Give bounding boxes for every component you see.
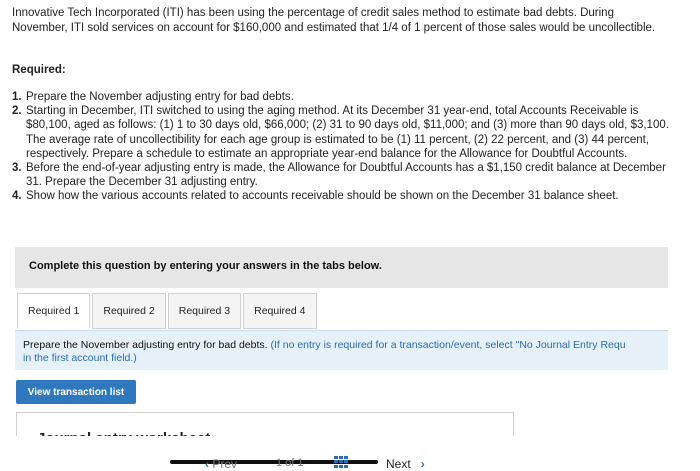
- question-prompt: [15, 330, 668, 370]
- bottom-fade: [0, 436, 700, 469]
- tab-required-1[interactable]: Required 1: [17, 293, 90, 329]
- prompt-main-text: Prepare the November adjusting entry for bad debts.: [23, 339, 268, 351]
- requirement-text: Show how the various accounts related to accounts receivable should be shown on the December 31 balance sheet.: [26, 190, 619, 203]
- prompt-note: (If no entry is required for a transaction/event, select "No Journal Entry Requ: [270, 339, 626, 351]
- requirement-number: 4.: [12, 190, 22, 203]
- required-tabs: [17, 293, 319, 330]
- requirement-item: [12, 104, 672, 161]
- requirement-item: [12, 90, 672, 104]
- requirement-text: Starting in December, ITI switched to using the aging method. At its December 31 year-end, total Accounts Receivable is $80,100, aged as follows: (1) 1 to 30 days old, $66,000; (2) 31 to 90 days old, $11,000; and (3) more than 90 days old, $3,100. The average rate of uncollectibility for each age group is estimated to be (1) 11 percent, (2) 22 percent, and (3) 44 percent, respectively. Prepare a schedule to estimate an appropriate year-end balance for the Allowance for Doubtful Accounts.: [26, 105, 669, 160]
- grid-icon[interactable]: [334, 456, 348, 468]
- requirement-text: Before the end-of-year adjusting entry is made, the Allowance for Doubtful Accounts has a $1,150 credit balance at December 31. Prepare the December 31 adjusting entry.: [26, 162, 666, 189]
- tab-required-4[interactable]: Required 4: [243, 293, 316, 329]
- chevron-right-icon: ›: [420, 457, 425, 471]
- requirement-number: 3.: [12, 162, 22, 175]
- prompt-note-continued: in the first account field.): [23, 352, 137, 364]
- requirements-list: [12, 90, 672, 204]
- page-indicator: 1 of 1: [276, 457, 304, 469]
- requirement-item: [12, 189, 672, 203]
- requirement-item: [12, 161, 672, 189]
- view-transaction-list-button[interactable]: View transaction list: [16, 380, 136, 404]
- chevron-left-icon: ‹: [205, 457, 209, 471]
- tab-required-2[interactable]: Required 2: [92, 293, 165, 329]
- requirement-number: 1.: [12, 91, 22, 103]
- prev-label: Prev: [212, 457, 238, 471]
- requirement-number: 2.: [12, 105, 22, 118]
- next-label: Next: [386, 457, 411, 471]
- instruction-panel: [15, 247, 668, 288]
- tab-required-3[interactable]: Required 3: [168, 293, 241, 329]
- requirement-text: Prepare the November adjusting entry for bad debts.: [26, 91, 294, 103]
- instruction-text: Complete this question by entering your answers in the tabs below.: [29, 260, 382, 272]
- problem-intro: Innovative Tech Incorporated (ITI) has been using the percentage of credit sales method to estimate bad debts. During November, ITI sold services on account for $160,000 and estimated that 1/4 of 1 percent of those sales would be uncollectible.: [12, 7, 656, 34]
- required-heading: Required:: [12, 64, 66, 76]
